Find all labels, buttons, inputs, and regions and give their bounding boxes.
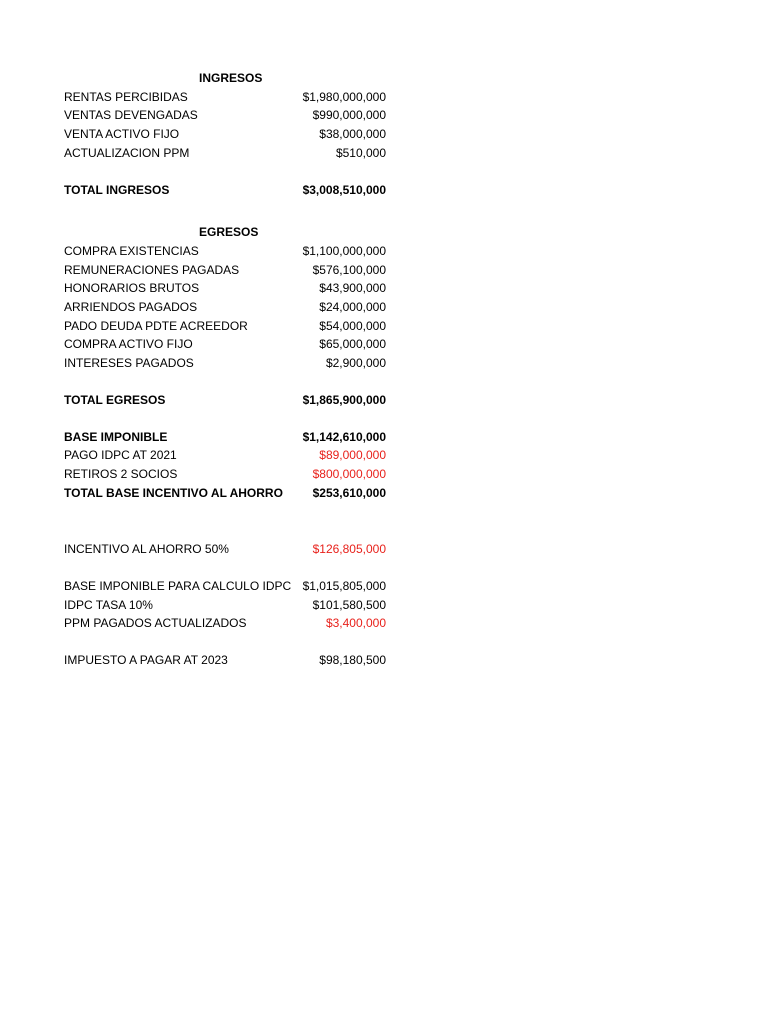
egresos-item-value: $54,000,000 [319,319,386,333]
egresos-row [64,261,386,279]
ingresos-row [64,144,386,162]
incentivo-value: $126,805,000 [312,542,386,556]
idpc-tasa-value: $101,580,500 [312,598,386,612]
total-base-incentivo-value: $253,610,000 [312,486,386,500]
egresos-item-label: ARRIENDOS PAGADOS [64,300,198,314]
egresos-row [64,242,386,260]
ppm-row [64,614,386,632]
base-imponible-label: BASE IMPONIBLE [64,430,168,444]
total-ingresos-value: $3,008,510,000 [302,183,386,197]
ingresos-item-value: $1,980,000,000 [302,90,386,104]
ingresos-item-label: RENTAS PERCIBIDAS [64,90,188,104]
base-idpc-row [64,577,386,595]
egresos-row [64,354,386,372]
ppm-label: PPM PAGADOS ACTUALIZADOS [64,616,247,630]
base-imponible-row [64,428,386,446]
impuesto-row [64,651,386,669]
egresos-header-row [64,223,386,241]
pago-idpc-label: PAGO IDPC AT 2021 [64,448,177,462]
ingresos-header-row [64,69,386,87]
impuesto-value: $98,180,500 [319,653,386,667]
ppm-value: $3,400,000 [325,616,386,630]
egresos-item-label: REMUNERACIONES PAGADAS [64,263,240,277]
incentivo-row [64,540,386,558]
base-idpc-label: BASE IMPONIBLE PARA CALCULO IDPC [64,579,292,593]
ingresos-row [64,88,386,106]
egresos-item-label: INTERESES PAGADOS [64,356,194,370]
total-ingresos-label: TOTAL INGRESOS [64,183,170,197]
egresos-item-value: $1,100,000,000 [302,244,386,258]
ingresos-item-label: VENTAS DEVENGADAS [64,108,198,122]
base-imponible-value: $1,142,610,000 [302,430,386,444]
total-base-incentivo-row [64,484,386,502]
egresos-item-value: $2,900,000 [325,356,386,370]
total-ingresos-row [64,181,386,199]
egresos-row [64,317,386,335]
egresos-row [64,279,386,297]
egresos-item-value: $576,100,000 [312,263,386,277]
egresos-item-label: PADO DEUDA PDTE ACREEDOR [64,319,248,333]
impuesto-label: IMPUESTO A PAGAR AT 2023 [64,653,228,667]
pago-idpc-row [64,446,386,464]
total-egresos-label: TOTAL EGRESOS [64,393,166,407]
ingresos-item-label: ACTUALIZACION PPM [64,146,190,160]
base-idpc-value: $1,015,805,000 [302,579,386,593]
ingresos-item-value: $38,000,000 [319,127,386,141]
ingresos-row [64,125,386,143]
egresos-item-label: HONORARIOS BRUTOS [64,281,200,295]
egresos-item-label: COMPRA ACTIVO FIJO [64,337,193,351]
egresos-item-value: $65,000,000 [319,337,386,351]
ingresos-item-value: $510,000 [335,146,386,160]
ingresos-header: INGRESOS [199,71,263,85]
egresos-item-value: $24,000,000 [319,300,386,314]
retiros-row [64,465,386,483]
total-egresos-value: $1,865,900,000 [302,393,386,407]
egresos-item-value: $43,900,000 [319,281,386,295]
egresos-row [64,335,386,353]
egresos-row [64,298,386,316]
idpc-tasa-row [64,596,386,614]
total-egresos-row [64,391,386,409]
total-base-incentivo-label: TOTAL BASE INCENTIVO AL AHORRO [64,486,283,500]
ingresos-item-label: VENTA ACTIVO FIJO [64,127,180,141]
egresos-item-label: COMPRA EXISTENCIAS [64,244,199,258]
pago-idpc-value: $89,000,000 [319,448,386,462]
retiros-label: RETIROS 2 SOCIOS [64,467,178,481]
idpc-tasa-label: IDPC TASA 10% [64,598,153,612]
ingresos-item-value: $990,000,000 [312,108,386,122]
egresos-header: EGRESOS [199,225,259,239]
incentivo-label: INCENTIVO AL AHORRO 50% [64,542,229,556]
retiros-value: $800,000,000 [312,467,386,481]
ingresos-row [64,106,386,124]
